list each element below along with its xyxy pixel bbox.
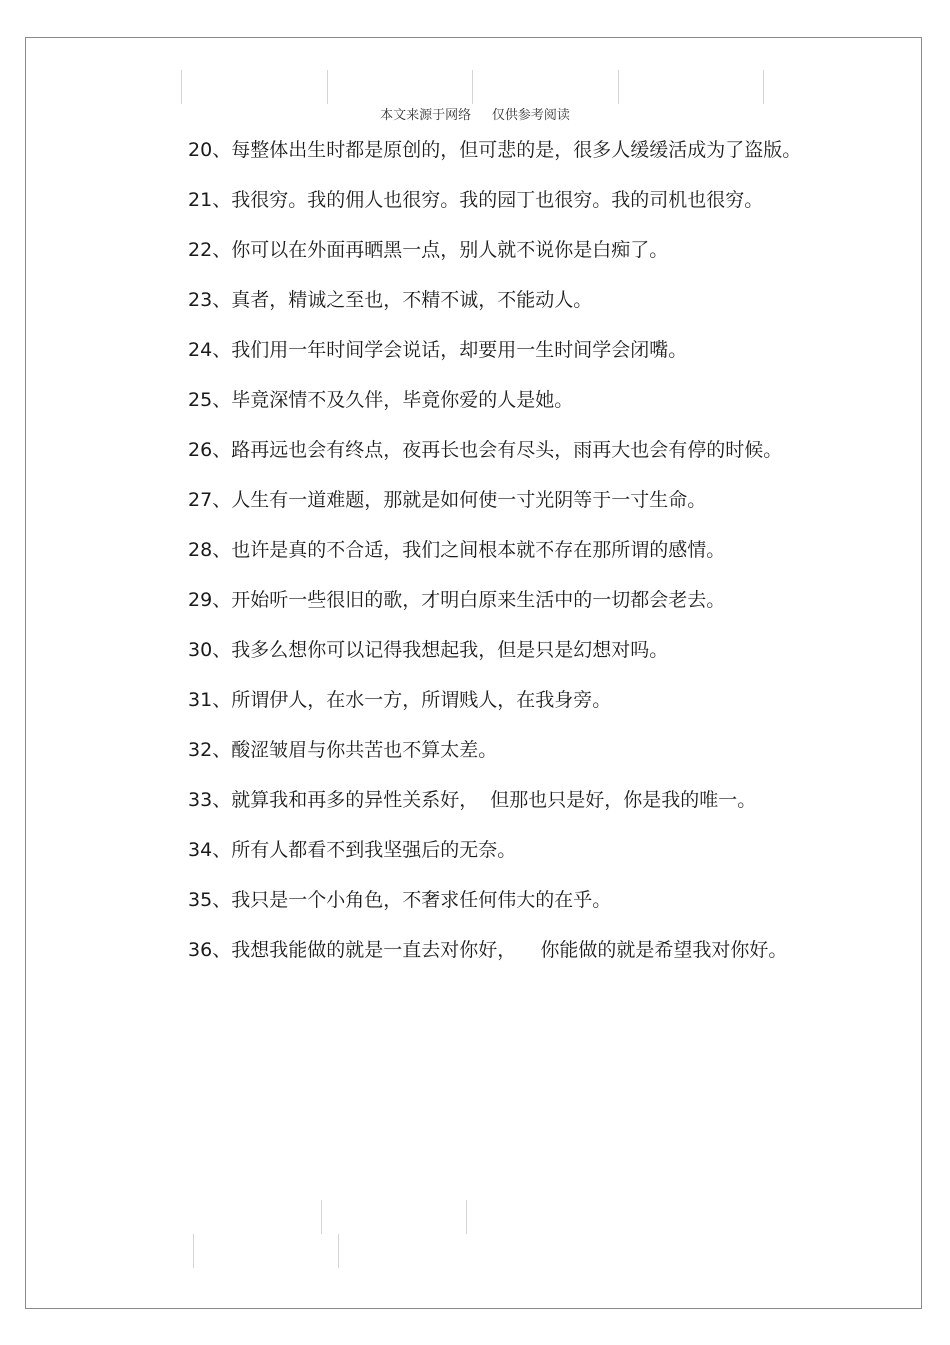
list-item: 21、我很穷。我的佣人也很穷。我的园丁也很穷。我的司机也很穷。 (188, 189, 764, 211)
item-number: 28 (188, 539, 213, 561)
item-text: 酸涩皱眉与你共苦也不算太差。 (231, 739, 498, 761)
list-item: 29、开始听一些很旧的歌，才明白原来生活中的一切都会老去。 (188, 589, 726, 611)
decorative-line (327, 70, 328, 104)
list-item: 27、人生有一道难题，那就是如何使一寸光阴等于一寸生命。 (188, 489, 707, 511)
list-item: 26、路再远也会有终点，夜再长也会有尽头，雨再大也会有停的时候。 (188, 439, 783, 461)
item-text: 开始听一些很旧的歌，才明白原来生活中的一切都会老去。 (231, 589, 726, 611)
item-number: 32 (188, 739, 213, 761)
item-text: 我只是一个小角色，不奢求任何伟大的在乎。 (231, 889, 612, 911)
list-item: 23、真者，精诚之至也，不精不诚，不能动人。 (188, 289, 593, 311)
item-text: 也许是真的不合适，我们之间根本就不存在那所谓的感情。 (231, 539, 726, 561)
item-number: 35 (188, 889, 213, 911)
item-text: 我们用一年时间学会说话，却要用一生时间学会闭嘴。 (231, 339, 688, 361)
item-number: 23 (188, 289, 213, 311)
item-text: 人生有一道难题，那就是如何使一寸光阴等于一寸生命。 (231, 489, 707, 511)
item-number: 24 (188, 339, 213, 361)
list-item: 36、我想我能做的就是一直去对你好， 你能做的就是希望我对你好。 (188, 939, 788, 961)
list-item: 20、每整体出生时都是原创的，但可悲的是，很多人缓缓活成为了盗版。 (188, 139, 802, 161)
decorative-line (618, 70, 619, 104)
item-number: 27 (188, 489, 213, 511)
decorative-line (472, 70, 473, 104)
list-item: 32、酸涩皱眉与你共苦也不算太差。 (188, 739, 498, 761)
decorative-line (763, 70, 764, 104)
decorative-line (338, 1234, 339, 1268)
list-item: 22、你可以在外面再晒黑一点，别人就不说你是白痴了。 (188, 239, 669, 261)
item-text: 所有人都看不到我坚强后的无奈。 (231, 839, 517, 861)
item-number: 26 (188, 439, 213, 461)
decorative-line (466, 1200, 467, 1234)
list-item: 25、毕竟深情不及久伴，毕竟你爱的人是她。 (188, 389, 574, 411)
list-item: 35、我只是一个小角色，不奢求任何伟大的在乎。 (188, 889, 612, 911)
list-item: 28、也许是真的不合适，我们之间根本就不存在那所谓的感情。 (188, 539, 726, 561)
item-number: 21 (188, 189, 213, 211)
list-item: 30、我多么想你可以记得我想起我，但是只是幻想对吗。 (188, 639, 669, 661)
document-body (142, 125, 806, 975)
item-number: 29 (188, 589, 213, 611)
decorative-line (181, 70, 182, 104)
item-text: 你可以在外面再晒黑一点，别人就不说你是白痴了。 (231, 239, 669, 261)
item-text: 毕竟深情不及久伴，毕竟你爱的人是她。 (231, 389, 574, 411)
item-text: 所谓伊人，在水一方，所谓贱人，在我身旁。 (231, 689, 612, 711)
item-number: 36 (188, 939, 213, 961)
item-text: 我多么想你可以记得我想起我，但是只是幻想对吗。 (231, 639, 669, 661)
list-item: 34、所有人都看不到我坚强后的无奈。 (188, 839, 517, 861)
list-item: 24、我们用一年时间学会说话，却要用一生时间学会闭嘴。 (188, 339, 688, 361)
item-number: 20 (188, 139, 213, 161)
decorative-line (193, 1234, 194, 1268)
decorative-line (321, 1200, 322, 1234)
item-number: 34 (188, 839, 213, 861)
item-text: 路再远也会有终点，夜再长也会有尽头，雨再大也会有停的时候。 (231, 439, 783, 461)
item-text: 我想我能做的就是一直去对你好， 你能做的就是希望我对你好。 (231, 939, 788, 961)
item-number: 31 (188, 689, 213, 711)
item-number: 25 (188, 389, 213, 411)
item-number: 30 (188, 639, 213, 661)
item-text: 真者，精诚之至也，不精不诚，不能动人。 (231, 289, 593, 311)
item-text: 每整体出生时都是原创的，但可悲的是，很多人缓缓活成为了盗版。 (231, 139, 802, 161)
item-text: 就算我和再多的异性关系好， 但那也只是好，你是我的唯一。 (231, 789, 757, 811)
item-number: 22 (188, 239, 213, 261)
item-number: 33 (188, 789, 213, 811)
list-item: 33、就算我和再多的异性关系好， 但那也只是好，你是我的唯一。 (188, 789, 757, 811)
item-text: 我很穷。我的佣人也很穷。我的园丁也很穷。我的司机也很穷。 (231, 189, 764, 211)
page-header: 本文来源于网络 仅供参考阅读 (380, 108, 570, 123)
list-item: 31、所谓伊人，在水一方，所谓贱人，在我身旁。 (188, 689, 612, 711)
